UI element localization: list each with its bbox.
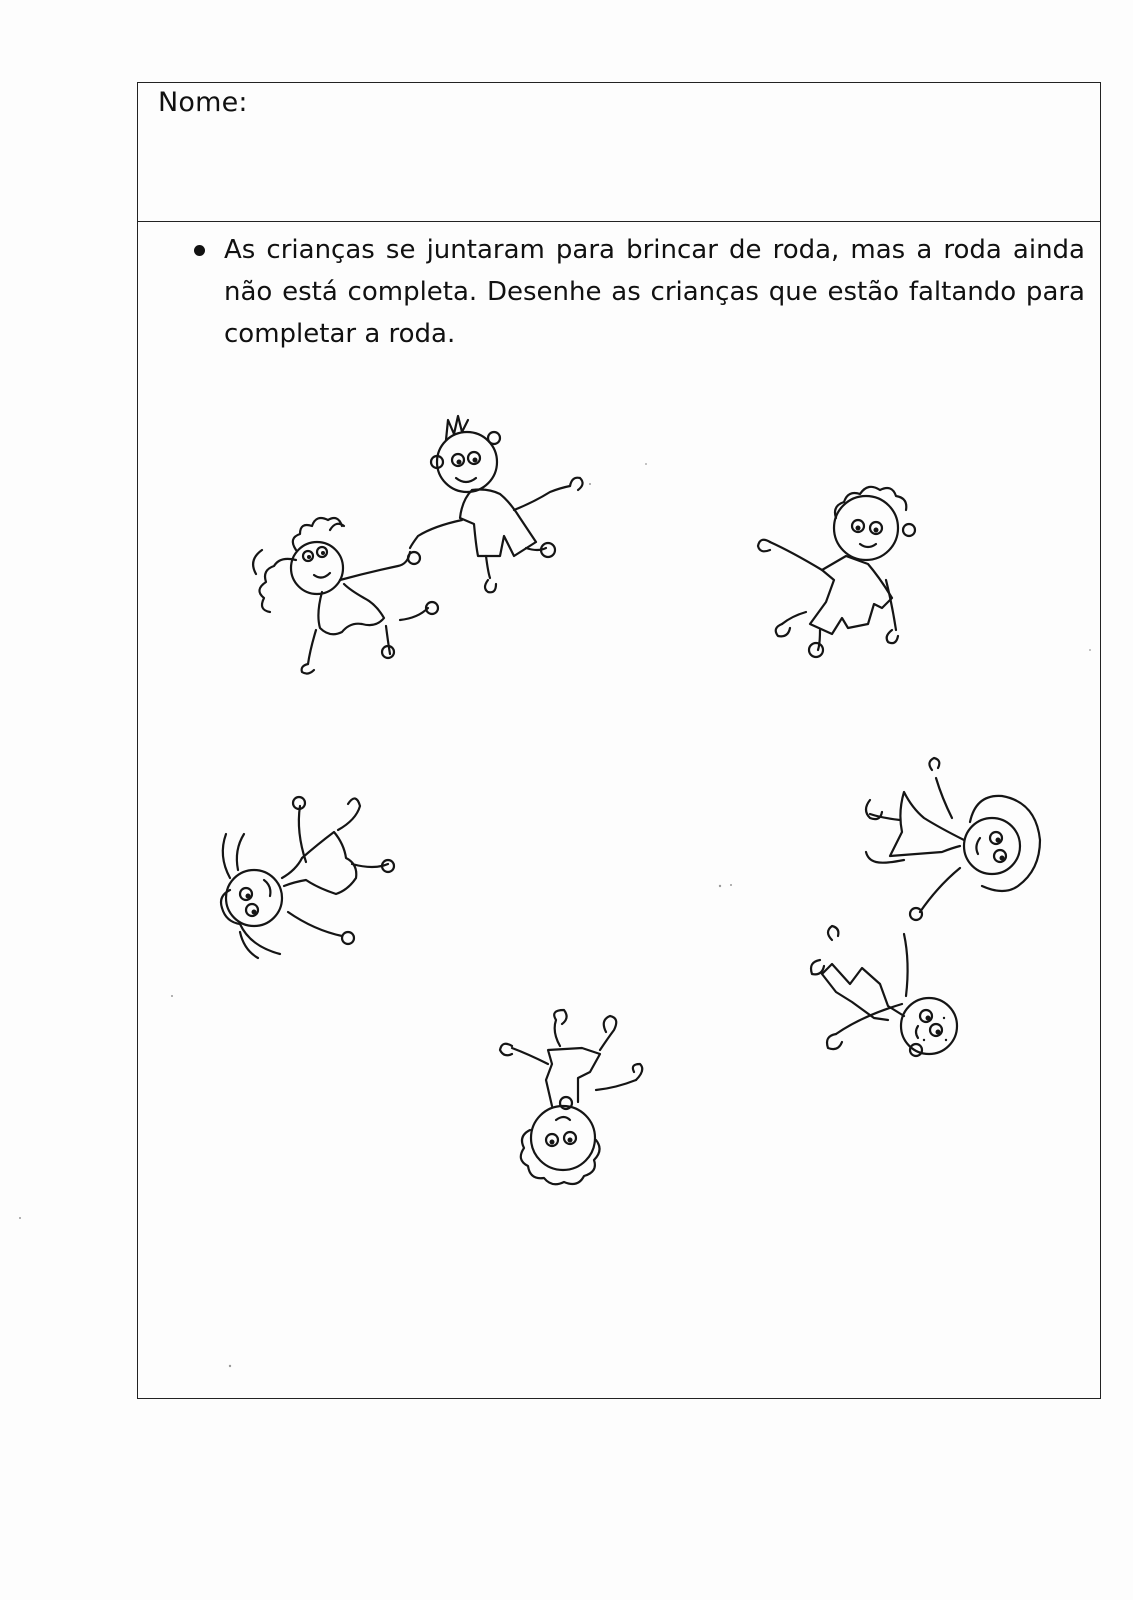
boy-freckles-icon [811, 926, 957, 1056]
instruction-text: As crianças se juntaram para brincar de roda, mas a roda ainda não está completa. Desenhe as crianças que estão faltando para completar a roda. [224, 235, 1085, 349]
girl-upside-down-icon [500, 1010, 642, 1184]
boy-curly-hair-icon [758, 487, 915, 657]
girl-curly-hair-icon [253, 518, 438, 674]
name-label: Nome: [158, 87, 248, 118]
girl-ponytail-icon [221, 797, 394, 958]
girl-long-hair-icon [866, 758, 1040, 920]
boy-spiky-hair-icon [410, 416, 583, 592]
scan-speckles [19, 463, 1091, 1367]
